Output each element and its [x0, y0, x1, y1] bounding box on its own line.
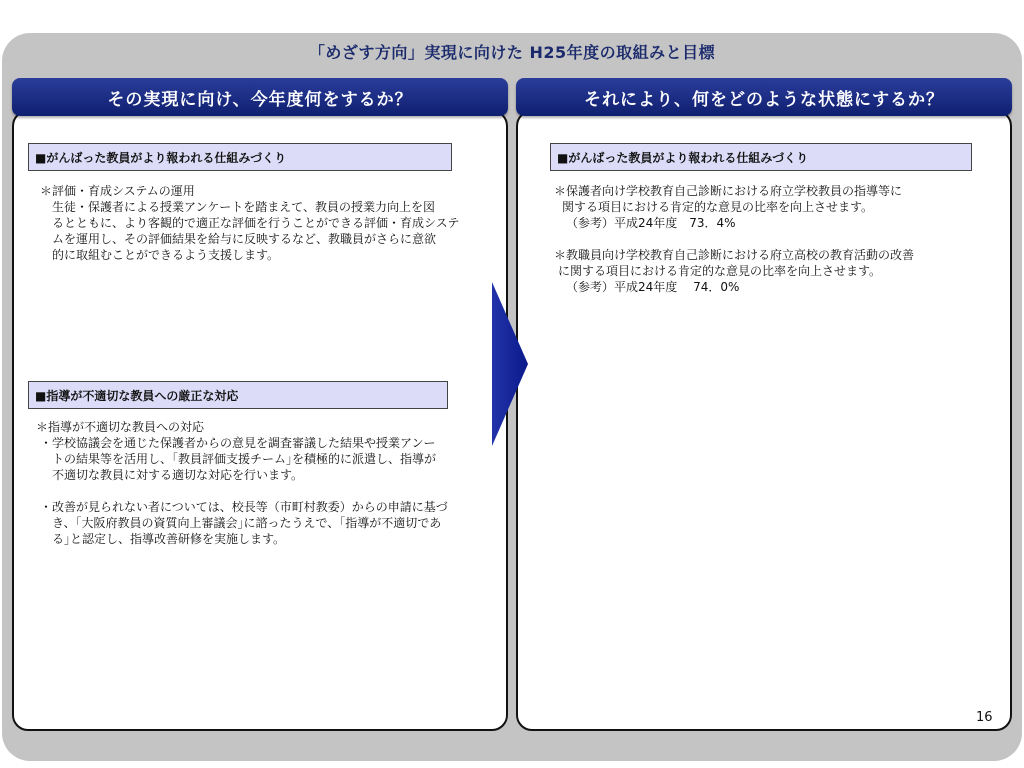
left-section1-heading: ■がんばった教員がより報われる仕組みづくり — [28, 143, 452, 171]
text-line: （参考）平成24年度 73．4% — [566, 216, 736, 230]
text-line: ＊指導が不適切な教員への対応 — [36, 420, 205, 434]
right-header: それにより、何をどのような状態にするか？ — [516, 78, 1012, 116]
text-line: ・改善が見られない者については、校長等（市町村教委）からの申請に基づ — [40, 500, 448, 514]
text-line: ・学校協議会を通じた保護者からの意見を調査審議した結果や授業アンー — [40, 436, 436, 450]
left-header: その実現に向け、今年度何をするか？ — [12, 78, 508, 116]
page-number: 16 — [976, 710, 993, 725]
text-line: ＊評価・育成システムの運用 — [40, 184, 195, 198]
right-section1-text — [554, 183, 1004, 295]
text-line: ＊保護者向け学校教育自己診断における府立学校教員の指導等に — [554, 184, 903, 198]
right-arrow-icon — [490, 282, 530, 446]
text-line: るとともに、より客観的で適正な評価を行うことができる評価・育成システ — [52, 216, 460, 230]
text-line: ムを運用し、その評価結果を給与に反映するなど、教職員がさらに意欲 — [52, 232, 437, 246]
right-section1-heading: ■がんばった教員がより報われる仕組みづくり — [550, 143, 972, 171]
text-line: （参考）平成24年度 74．0% — [566, 280, 740, 294]
left-section2-text — [36, 419, 502, 547]
left-section1-text — [40, 183, 500, 263]
text-line: 関する項目における肯定的な意見の比率を向上させます。 — [562, 200, 874, 214]
text-line: ＊教職員向け学校教育自己診断における府立高校の教育活動の改善 — [554, 248, 915, 262]
text-line: 生徒・保護者による授業アンケートを踏まえて、教員の授業力向上を図 — [52, 200, 436, 214]
text-line: き、｢大阪府教員の資質向上審議会｣に諮ったうえで、｢指導が不適切であ — [52, 516, 442, 530]
text-line: る｣と認定し、指導改善研修を実施します。 — [52, 532, 286, 546]
text-line: に関する項目における肯定的な意見の比率を向上させます。 — [558, 264, 882, 278]
text-line: 的に取組むことができるよう支援します。 — [52, 248, 280, 262]
slide-title: 「めざす方向」実現に向けた H25年度の取組みと目標 — [308, 43, 716, 62]
text-line: 不適切な教員に対する適切な対応を行います。 — [52, 468, 304, 482]
left-section2-heading: ■指導が不適切な教員への厳正な対応 — [28, 381, 448, 409]
text-line: トの結果等を活用し、｢教員評価支援チーム｣を積極的に派遣し、指導が — [52, 452, 437, 466]
